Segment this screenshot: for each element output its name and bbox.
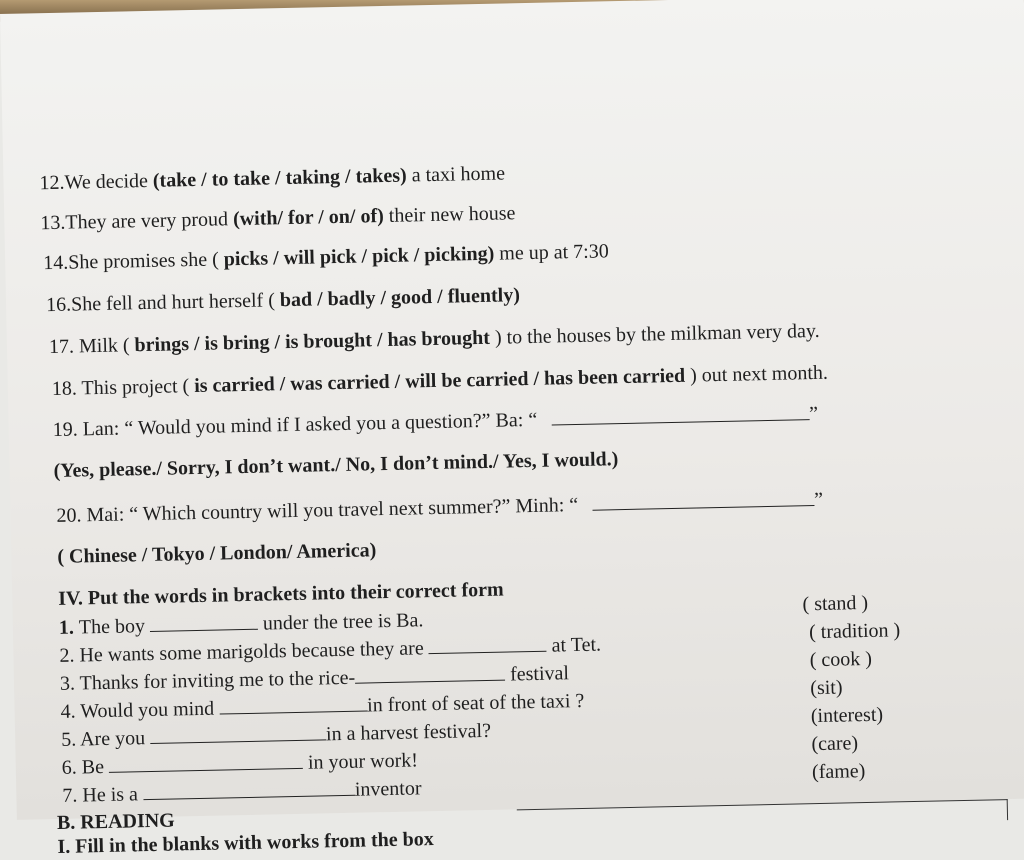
item-number: 2. <box>59 644 79 666</box>
answer-options: picks / will pick / pick / picking) <box>224 243 495 271</box>
closing-quote: ” <box>814 489 823 511</box>
question-20 <box>56 487 823 528</box>
question-text: Lan: “ Would you mind if I asked you a question?” Ba: “ <box>82 409 537 441</box>
question-text: They are very proud <box>65 208 233 234</box>
question-13 <box>40 201 515 235</box>
item-text: festival <box>505 662 569 685</box>
word-hint-7: (fame) <box>812 760 866 784</box>
question-text: ) to the houses by the milkman very day. <box>490 320 820 349</box>
answer-blank[interactable] <box>428 633 546 654</box>
word-hint-1: ( stand ) <box>802 592 868 616</box>
question-14 <box>43 239 609 275</box>
question-19 <box>52 401 818 442</box>
word-hint-5: (interest) <box>811 704 884 729</box>
question-number: 14. <box>43 252 68 275</box>
word-form-item-5 <box>61 718 491 752</box>
question-text: We decide <box>64 170 153 194</box>
item-number: 6. <box>62 756 82 778</box>
word-form-item-6 <box>62 747 419 779</box>
reading-heading: B. READING <box>57 809 175 835</box>
section-iv-heading: IV. Put the words in brackets into their correct form <box>58 578 504 611</box>
question-18 <box>52 361 829 401</box>
question-text: a taxi home <box>406 162 505 186</box>
answer-options: bad / badly / good / fluently) <box>280 284 520 311</box>
answer-blank[interactable] <box>551 401 809 425</box>
answer-blank[interactable] <box>150 611 258 632</box>
item-number: 7. <box>62 784 82 806</box>
question-number: 16. <box>46 294 71 317</box>
question-number: 18. <box>52 377 82 400</box>
item-text: Thanks for inviting me to the rice- <box>79 667 355 695</box>
item-number: 1. <box>59 616 79 638</box>
question-12 <box>39 161 505 195</box>
question-number: 19. <box>52 418 82 441</box>
answer-blank[interactable] <box>143 777 355 800</box>
word-hint-6: (care) <box>811 732 858 756</box>
item-text: He is a <box>82 783 143 806</box>
word-hint-2: ( tradition ) <box>809 619 901 644</box>
question-text: me up at 7:30 <box>494 240 609 264</box>
answer-blank[interactable] <box>592 487 814 511</box>
answer-blank[interactable] <box>355 662 505 684</box>
item-text: He wants some marigolds because they are <box>79 637 429 666</box>
answer-blank[interactable] <box>109 750 303 773</box>
question-number: 13. <box>40 212 65 235</box>
question-text: She fell and hurt herself ( <box>71 289 280 315</box>
question-text: Mai: “ Which country will you travel next summer?” Minh: “ <box>86 494 578 526</box>
question-17 <box>49 319 820 359</box>
question-text: She promises she ( <box>68 248 224 273</box>
item-text: at Tet. <box>546 634 601 657</box>
answer-options: (take / to take / taking / takes) <box>153 165 407 192</box>
word-form-item-7 <box>62 775 422 808</box>
item-number: 3. <box>60 672 80 694</box>
answer-options: brings / is bring / is brought / has brought <box>134 327 490 356</box>
question-number: 12. <box>39 172 64 195</box>
word-form-item-1 <box>59 607 424 640</box>
question-number: 17. <box>49 335 79 358</box>
reading-instruction: I. Fill in the blanks with works from the box <box>57 827 434 859</box>
word-box-border <box>517 799 1008 830</box>
item-number: 4. <box>60 700 80 722</box>
question-text: Milk ( <box>79 334 135 357</box>
question-text: ) out next month. <box>685 362 828 387</box>
item-text: Would you mind <box>80 698 219 723</box>
answer-options: is carried / was carried / will be carried / has been carried <box>194 365 685 397</box>
item-text: under the tree is Ba. <box>258 609 424 634</box>
closing-quote: ” <box>809 403 818 425</box>
item-text: The boy <box>79 615 151 638</box>
answer-options: (with/ for / on/ of) <box>233 205 384 230</box>
question-19-options: (Yes, please./ Sorry, I don’t want./ No, I don’t mind./ Yes, I would.) <box>53 447 618 483</box>
item-text: inventor <box>355 777 422 800</box>
answer-blank[interactable] <box>150 721 326 744</box>
item-text: Be <box>82 756 110 779</box>
question-20-options: ( Chinese / Tokyo / London/ America) <box>57 538 376 569</box>
item-text: in your work! <box>303 749 418 773</box>
answer-blank[interactable] <box>219 692 367 714</box>
item-text: Are you <box>80 727 150 750</box>
question-text: This project ( <box>81 375 194 399</box>
question-number: 20. <box>56 504 86 527</box>
word-hint-4: (sit) <box>810 677 843 701</box>
item-number: 5. <box>61 728 80 750</box>
word-hint-3: ( cook ) <box>809 648 872 672</box>
item-text: in a harvest festival? <box>326 720 491 745</box>
question-text: their new house <box>384 202 516 227</box>
question-16 <box>46 283 520 317</box>
item-text: in front of seat of the taxi ? <box>367 690 585 717</box>
